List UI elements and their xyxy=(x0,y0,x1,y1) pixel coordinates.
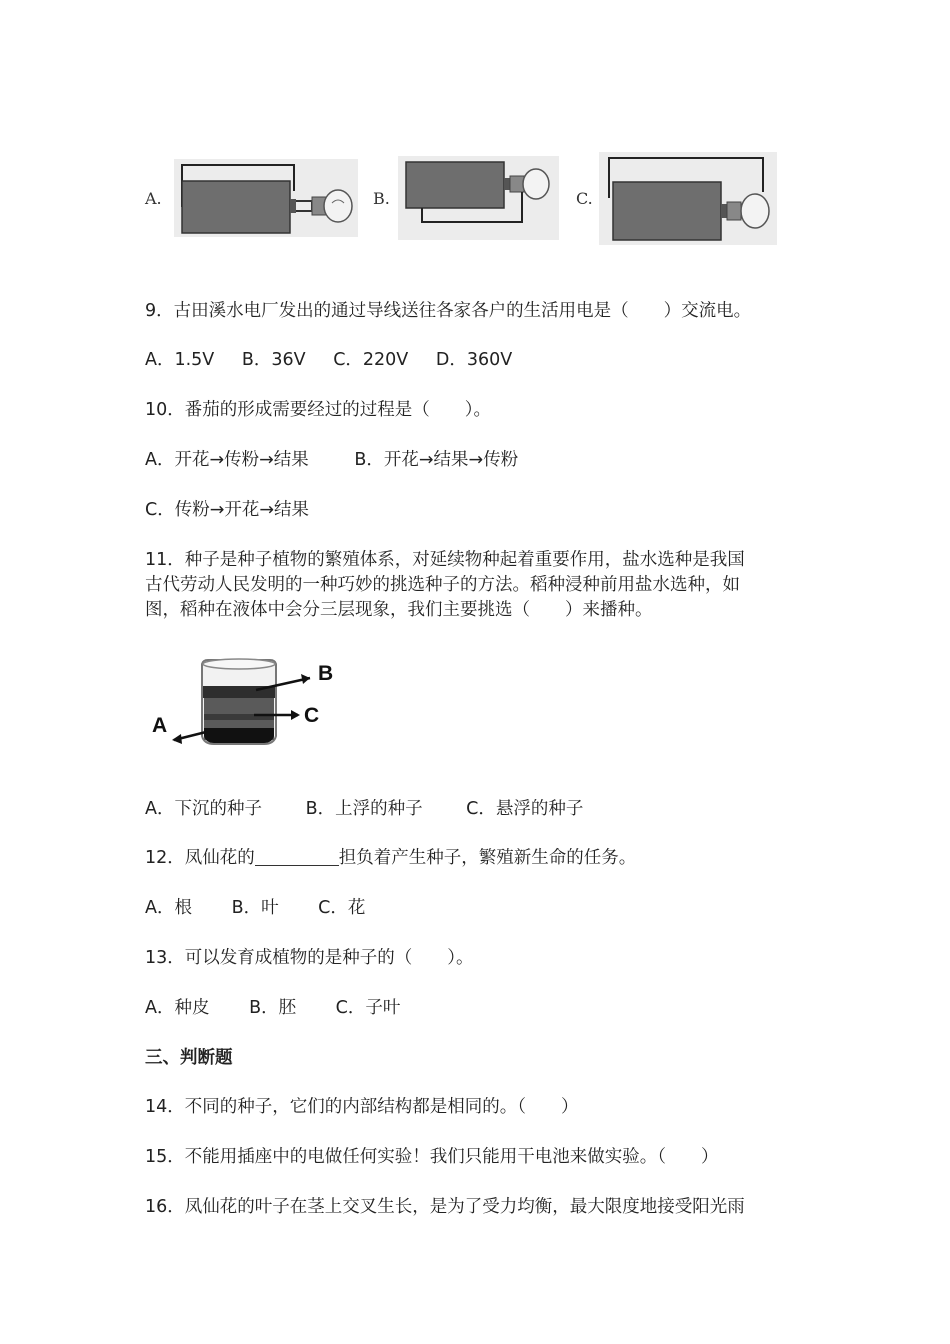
question-11-line3: 图，稻种在液体中会分三层现象，我们主要挑选（ ）来播种。 xyxy=(145,600,653,620)
circuit-diagram-a xyxy=(174,159,358,237)
question-12-options xyxy=(145,896,365,920)
q11-option-b: B．上浮的种子 xyxy=(305,799,423,819)
question-11-line2: 古代劳动人民发明的一种巧妙的挑选种子的方法。稻种浸种前用盐水选种，如 xyxy=(145,575,740,595)
q13-option-a: A．种皮 xyxy=(145,998,210,1018)
question-11-line1: 11．种子是种子植物的繁殖体系，对延续物种起着重要作用，盐水选种是我国 xyxy=(145,550,745,570)
figure-label-c: C xyxy=(304,704,320,727)
q10-option-c: C．传粉→开花→结果 xyxy=(145,500,310,520)
q9-option-d: D．360V xyxy=(435,350,513,370)
q12-stem-before: 12．凤仙花的 xyxy=(145,848,255,868)
q12-option-a: A．根 xyxy=(145,898,192,918)
circuit-diagram-b xyxy=(398,156,559,240)
q11-option-c: C．悬浮的种子 xyxy=(466,799,584,819)
question-15-stem: 15．不能用插座中的电做任何实验！我们只能用干电池来做实验。（ ） xyxy=(145,1147,719,1167)
option-label-b: B. xyxy=(373,189,390,208)
q9-option-a: A．1.5V xyxy=(145,350,215,370)
question-12-stem xyxy=(145,846,636,870)
q13-option-b: B．胚 xyxy=(249,998,297,1018)
option-label-a: A. xyxy=(145,189,162,208)
q11-option-a: A．下沉的种子 xyxy=(145,799,262,819)
question-14-stem: 14．不同的种子，它们的内部结构都是相同的。（ ） xyxy=(145,1097,579,1117)
q12-blank xyxy=(255,847,339,866)
q12-option-c: C．花 xyxy=(318,898,366,918)
q9-option-b: B．36V xyxy=(241,350,306,370)
option-label-c: C. xyxy=(576,189,593,208)
q10-option-b: B．开花→结果→传粉 xyxy=(354,450,519,470)
q12-stem-after: 担负着产生种子，繁殖新生命的任务。 xyxy=(338,848,637,868)
q13-option-c: C．子叶 xyxy=(335,998,401,1018)
question-11-options xyxy=(145,797,583,821)
question-13-options xyxy=(145,996,400,1020)
question-16-stem: 16．凤仙花的叶子在茎上交叉生长，是为了受力均衡，最大限度地接受阳光雨 xyxy=(145,1197,745,1217)
question-10-stem: 10．番茄的形成需要经过的过程是（ ）。 xyxy=(145,400,492,420)
figure-label-b: B xyxy=(318,662,334,685)
q12-option-b: B．叶 xyxy=(231,898,279,918)
salt-water-beaker-figure xyxy=(146,652,346,752)
q10-option-a: A．开花→传粉→结果 xyxy=(145,450,309,470)
section-3-title: 三、判断题 xyxy=(145,1048,233,1068)
figure-label-a: A xyxy=(152,714,168,737)
circuit-diagram-c xyxy=(599,152,777,245)
q9-option-c: C．220V xyxy=(333,350,409,370)
question-9-stem: 9．古田溪水电厂发出的通过导线送往各家各户的生活用电是（ ）交流电。 xyxy=(145,301,752,321)
question-9-options xyxy=(145,348,512,372)
question-10-options-row1 xyxy=(145,448,518,472)
question-13-stem: 13．可以发育成植物的是种子的（ ）。 xyxy=(145,948,474,968)
